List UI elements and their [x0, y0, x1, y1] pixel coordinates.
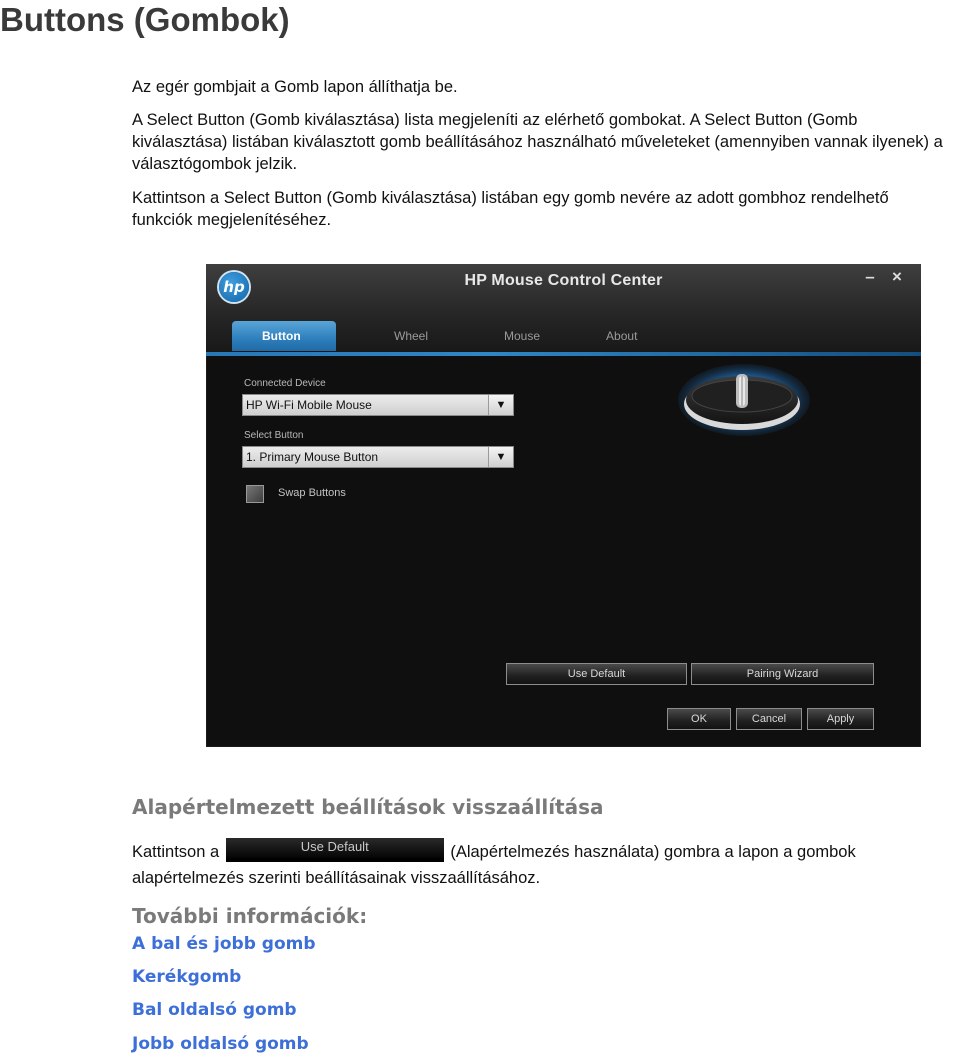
connected-device-select[interactable] [242, 394, 514, 416]
select-button-select[interactable] [242, 446, 514, 468]
click-instruction-paragraph: Kattintson a Select Button (Gomb kiválasztása) listában egy gomb nevére az adott gombhoz rendelhető funkciók megjelenítéséhez. [132, 189, 889, 229]
intro-paragraph: Az egér gombjait a Gomb lapon állíthatja be. [132, 78, 458, 96]
ok-button[interactable]: OK [667, 708, 731, 730]
select-button-paragraph: A Select Button (Gomb kiválasztása) lista megjeleníti az elérhető gombokat. A Select Button (Gomb kiválasztása) listában kiválasztott gomb beállításához használható műveleteket (amennyiben vannak ilyenek) a választógombok jelzik. [132, 111, 943, 173]
more-info-heading: További információk: [132, 904, 368, 928]
connected-device-label: Connected Device [244, 378, 326, 389]
use-default-button[interactable]: Use Default [506, 663, 687, 685]
link-left-right-button[interactable]: A bal és jobb gomb [132, 934, 316, 954]
swap-buttons-checkbox[interactable] [246, 485, 264, 503]
tab-bar [232, 321, 663, 351]
tab-wheel[interactable]: Wheel [394, 329, 429, 343]
tab-button[interactable]: Button [232, 321, 336, 351]
restore-text-before: Kattintson a [132, 843, 220, 861]
link-left-side-button[interactable]: Bal oldalsó gomb [132, 1000, 297, 1020]
connected-device-value: HP Wi-Fi Mobile Mouse [246, 398, 372, 412]
tab-about[interactable]: About [606, 329, 638, 343]
pairing-wizard-button[interactable]: Pairing Wizard [691, 663, 874, 685]
select-button-label: Select Button [244, 430, 304, 441]
minimize-button[interactable]: – [865, 267, 875, 286]
apply-button[interactable]: Apply [807, 708, 874, 730]
select-button-value: 1. Primary Mouse Button [246, 450, 379, 464]
inline-use-default-button: Use Default [226, 838, 444, 862]
app-title: HP Mouse Control Center [464, 272, 663, 289]
close-button[interactable]: × [892, 267, 902, 286]
restore-defaults-heading: Alapértelmezett beállítások visszaállítása [132, 795, 604, 819]
swap-buttons-label: Swap Buttons [278, 487, 346, 499]
restore-text-after: (Alapértelmezés használata) gombra a lapon a gombok alapértelmezés szerinti beállításainak visszaállításához. [132, 843, 856, 887]
chevron-down-icon: ▼ [488, 395, 513, 415]
tab-underline [206, 352, 921, 356]
link-right-side-button[interactable]: Jobb oldalsó gomb [132, 1034, 309, 1054]
cancel-button[interactable]: Cancel [736, 708, 802, 730]
tab-mouse[interactable]: Mouse [504, 329, 541, 343]
chevron-down-icon: ▼ [488, 447, 513, 467]
hp-mouse-control-center-window [206, 264, 921, 747]
link-wheel-button[interactable]: Kerékgomb [132, 967, 242, 987]
restore-defaults-paragraph [132, 839, 952, 891]
hp-logo-icon: hp [219, 272, 249, 302]
mouse-illustration-icon [676, 360, 836, 450]
page-title: Buttons (Gombok) [0, 1, 290, 38]
